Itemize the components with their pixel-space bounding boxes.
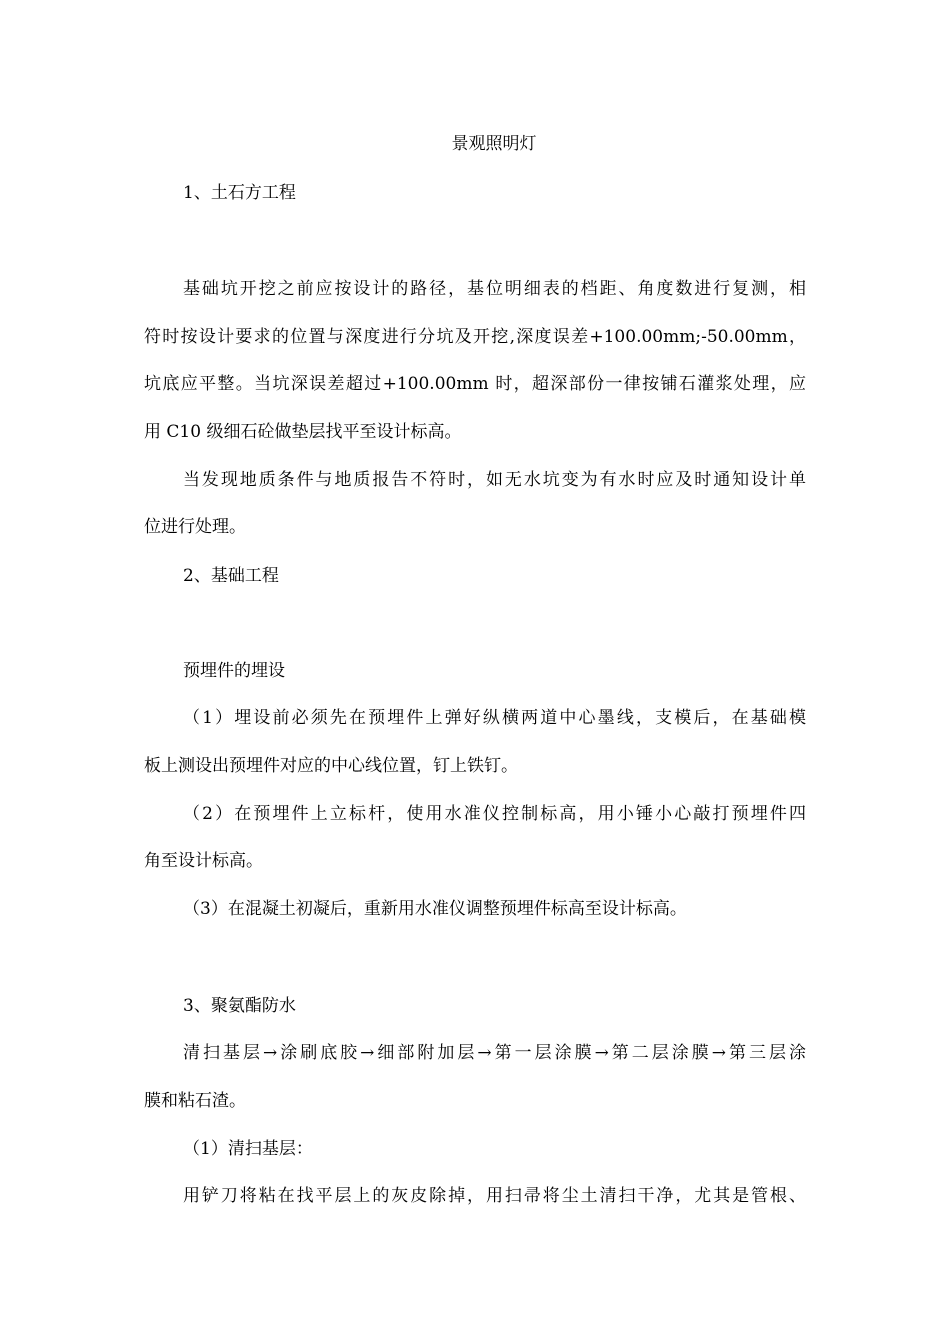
paragraph-line: （1）清扫基层：	[183, 1139, 313, 1159]
paragraph-line: 用铲刀将粘在找平层上的灰皮除掉，用扫帚将尘土清扫干净，尤其是管根、	[183, 1186, 806, 1206]
paragraph-line: 板上测设出预埋件对应的中心线位置，钉上铁钉。	[144, 756, 518, 776]
paragraph-line: 基础坑开挖之前应按设计的路径，基位明细表的档距、角度数进行复测，相	[183, 279, 806, 299]
paragraph-line: 当发现地质条件与地质报告不符时，如无水坑变为有水时应及时通知设计单	[183, 470, 806, 490]
paragraph-line: 角至设计标高。	[144, 851, 263, 871]
section-heading-foundation: 2、基础工程	[183, 566, 279, 586]
paragraph-line: （3）在混凝土初凝后，重新用水准仪调整预埋件标高至设计标高。	[183, 899, 687, 919]
sub-heading-embedded-parts: 预埋件的埋设	[183, 661, 285, 681]
paragraph-line: （1）埋设前必须先在预埋件上弹好纵横两道中心墨线，支模后，在基础模	[183, 708, 806, 728]
paragraph-line: 用 C10 级细石砼做垫层找平至设计标高。	[144, 422, 462, 442]
document-title: 景观照明灯	[451, 134, 537, 154]
paragraph-line: 符时按设计要求的位置与深度进行分坑及开挖,深度误差+100.00mm;-50.00mm，	[144, 327, 806, 347]
paragraph-line: 清扫基层→涂刷底胶→细部附加层→第一层涂膜→第二层涂膜→第三层涂	[183, 1043, 806, 1063]
section-heading-earthwork: 1、土石方工程	[183, 183, 296, 203]
paragraph-line: 坑底应平整。当坑深误差超过+100.00mm 时，超深部份一律按铺石灌浆处理，应	[144, 374, 806, 394]
paragraph-line: 膜和粘石渣。	[144, 1091, 246, 1111]
paragraph-line: （2）在预埋件上立标杆，使用水准仪控制标高，用小锤小心敲打预埋件四	[183, 804, 806, 824]
section-heading-waterproofing: 3、聚氨酯防水	[183, 996, 296, 1016]
paragraph-line: 位进行处理。	[144, 517, 246, 537]
